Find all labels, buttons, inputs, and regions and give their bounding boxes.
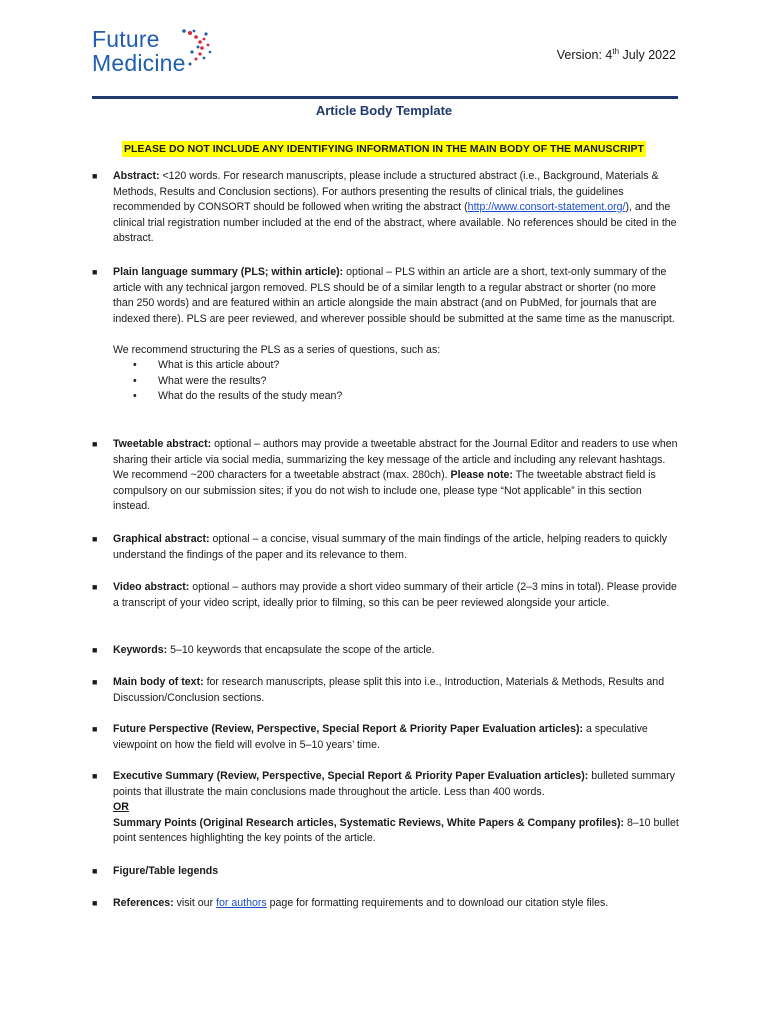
pls-question: • What were the results? (133, 374, 267, 387)
or-separator: OR (113, 801, 129, 813)
pls-question-list (113, 358, 679, 405)
main-body-label: Main body of text: (113, 676, 204, 688)
header-divider (92, 96, 678, 99)
square-bullet-icon: ■ (92, 171, 98, 181)
abstract-label: Abstract: (113, 170, 160, 182)
keywords-label: Keywords: (113, 644, 168, 656)
identifying-info-warning: PLEASE DO NOT INCLUDE ANY IDENTIFYING INFORMATION IN THE MAIN BODY OF THE MANUSCRIPT (124, 143, 644, 155)
figure-legends-label: Figure/Table legends (113, 865, 219, 877)
square-bullet-icon: ■ (92, 534, 98, 544)
tweetable-label: Tweetable abstract: (113, 438, 212, 450)
pls-recommendation: We recommend structuring the PLS as a series of questions, such as: (113, 343, 441, 356)
dna-helix-icon (174, 28, 222, 74)
video-label: Video abstract: (113, 581, 190, 593)
square-bullet-icon: ■ (92, 439, 98, 449)
pls-label: Plain language summary (PLS; within article): (113, 266, 344, 278)
executive-summary-label: Executive Summary (Review, Perspective, Special Report & Priority Paper Evaluation articles): (113, 770, 589, 782)
logo-text-line2: Medicine (92, 50, 186, 76)
page-title: Article Body Template (315, 103, 453, 118)
version-label: Version: 4th July 2022 (556, 47, 676, 62)
document-page: Future Medicine Version: 4th July 2022 Article Body Template PLEASE DO NOT INCLUDE ANY IDENTIFYING INFORMATION IN THE MAIN BODY OF THE MANUSCRIPT ■ Abstract: <120 words. For research manuscripts, please include a structured abstract (i.e., Background, Materials & Methods, Results and Conclusion sections). For authors presenting the results of clinical trials, the guidelines recommended by CONSORT should be followed when writing the abstract (http://www.consort-statement.org/), and the clinical trial registration number included at the end of the abstract, where available. No references should be cited in the abstract. ■ Plain language summary (PLS; within article): optional – PLS within an article are a short, text-only summary of the article with any technical jargon removed. PLS should be of a similar length to a regular abstract or shorter (no more than 250 words) and are featured within an article alongside the main abstract (and on PubMed, for journals that are indexed there). PLS are peer reviewed, and wherever possible should be submitted at the same time as the manuscript. We recommend structuring the PLS as a series of questions, such as: • What is this article about? • What were the results? • What do the results of the study mean? ■ Tweetable abstract: optional – authors may provide a tweetable abstract for the Journal Editor and readers to use when sharing their article via social media, summarizing the key message of the article and including any relevant hashtags. We recommend ~200 characters for a tweetable abstract (max. 280ch). Please note: The tweetable abstract field is compulsory on our submission sites; if you do not wish to include one, please type “Not applicable” in this section instead. ■ Graphical abstract: optional – a concise, visual summary of the main findings of the article, helping readers to quickly understand the findings of the paper and its relevance to them. ■ Video abstract: optional – authors may provide a short video summary of their article (2–3 mins in total). Please provide a transcript of your video script, ideally prior to filming, so this can be peer reviewed alongside your article. ■ Keywords: 5–10 keywords that encapsulate the scope of the article. ■ Main body of text: for research manuscripts, please split this into i.e., Introduction, Materials & Methods, Results and Discussion/Conclusion sections. ■ Future Perspective (Review, Perspective, Special Report & Priority Paper Evaluation articles): a speculative viewpoint on how the field will evolve in 5–10 years’ time. ■ Executive Summary (Review, Perspective, Special Report & Priority Paper Evaluation articles): bulleted summary points that illustrate the main conclusions made throughout the article. Less than 400 words. OR Summary Points (Original Research articles, Systematic Reviews, White Papers & Company profiles): 8–10 bullet point sentences highlighting the key points of the article. ■ Figure/Table legends ■ References: visit our for authors page for formatting requirements and to download our citation style files. (0, 0, 768, 1024)
square-bullet-icon: ■ (92, 645, 98, 655)
references-label: References: (113, 897, 174, 909)
pls-question: • What is this article about? (133, 359, 280, 371)
square-bullet-icon: ■ (92, 677, 98, 687)
square-bullet-icon: ■ (92, 771, 98, 781)
square-bullet-icon: ■ (92, 898, 98, 908)
future-perspective-label: Future Perspective (Review, Perspective, Special Report & Priority Paper Evaluation articles): (113, 723, 584, 735)
summary-points-label: Summary Points (Original Research articles, Systematic Reviews, White Papers & Company profiles): (113, 816, 625, 829)
square-bullet-icon: ■ (92, 724, 98, 734)
please-note-label: Please note: (450, 469, 513, 481)
graphical-label: Graphical abstract: (113, 533, 210, 545)
square-bullet-icon: ■ (92, 866, 98, 876)
logo-text-line1: Future (92, 26, 160, 52)
future-medicine-logo (92, 28, 232, 78)
square-bullet-icon: ■ (92, 267, 98, 277)
pls-question: • What do the results of the study mean? (133, 390, 343, 402)
for-authors-link[interactable]: for authors (216, 897, 267, 909)
square-bullet-icon: ■ (92, 582, 98, 592)
consort-link[interactable]: http://www.consort-statement.org/ (467, 201, 626, 213)
